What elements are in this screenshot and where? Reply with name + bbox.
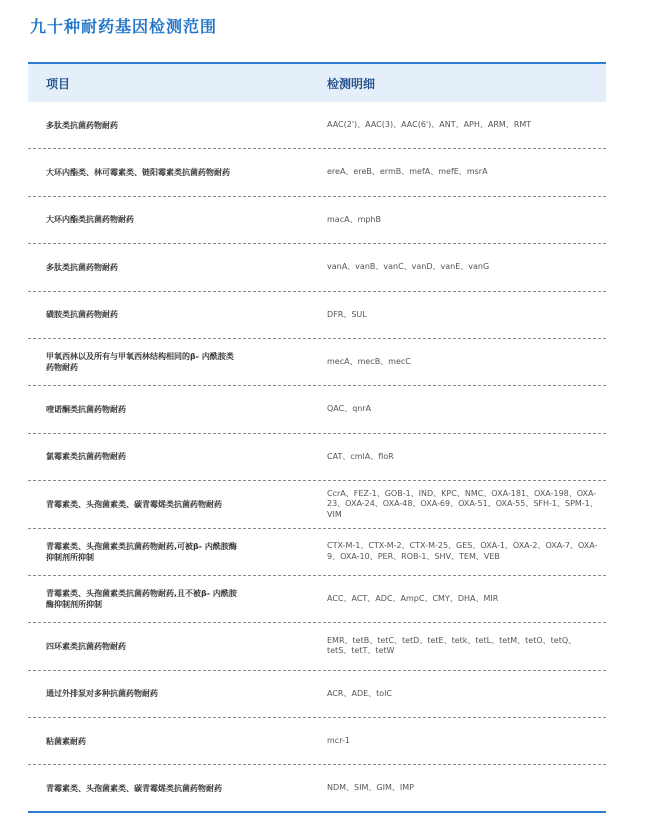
table-row (28, 623, 606, 670)
row-detail: ACC、ACT、ADC、AmpC、CMY、DHA、MIR (327, 593, 499, 603)
row-detail: ACR、ADE、tolC (327, 688, 393, 698)
row-item: 多肽类抗菌药物耐药 (46, 262, 118, 272)
row-item: 甲氧西林以及所有与甲氧西林结构相同的β- 内酰胺类药物耐药 (46, 352, 234, 373)
row-item: 多肽类抗菌药物耐药 (46, 120, 118, 130)
gene-detection-table (28, 62, 606, 813)
row-detail: EMR、tetB、tetC、tetD、tetE、tetk、tetL、tetM、tetO、tetQ、tetS、tetT、tetW (327, 635, 577, 656)
row-item: 氯霉素类抗菌药物耐药 (46, 452, 126, 462)
row-item: 青霉素类、头孢菌素类、碳青霉烯类抗菌药物耐药 (46, 783, 222, 793)
row-detail: mcr-1 (327, 736, 350, 746)
page-title: 九十种耐药基因检测范围 (30, 17, 218, 36)
row-detail: ereA、ereB、ermB、mefA、mefE、msrA (327, 167, 488, 177)
row-item: 四环素类抗菌药物耐药 (46, 641, 126, 651)
table-row (28, 576, 606, 623)
row-item: 大环内酯类、林可霉素类、链阳霉素类抗菌药物耐药 (46, 168, 230, 178)
table-row (28, 244, 606, 291)
row-item: 青霉素类、头孢菌素类、碳青霉烯类抗菌药物耐药 (46, 499, 222, 509)
table-row (28, 434, 606, 481)
table-row (28, 386, 606, 433)
table-row (28, 671, 606, 718)
row-detail: NDM、SIM、GIM、IMP (327, 782, 414, 792)
row-item: 青霉素类、头孢菌素类抗菌药物耐药,且不被β- 内酰胺酶抑制剂所抑制 (46, 589, 237, 610)
table-row (28, 529, 606, 576)
table-row (28, 197, 606, 244)
row-detail: vanA、vanB、vanC、vanD、vanE、vanG (327, 262, 490, 272)
row-detail: mecA、mecB、mecC (327, 356, 411, 366)
header-detail: 检测明细 (327, 76, 376, 91)
table-row (28, 481, 606, 528)
table-row (28, 339, 606, 386)
row-item: 青霉素类、头孢菌素类抗菌药物耐药,可被β- 内酰胺酶抑制剂所抑制 (46, 541, 237, 562)
row-item: 粘菌素耐药 (46, 736, 86, 746)
table-row (28, 718, 606, 765)
row-detail: CAT、cmlA、floR (327, 451, 394, 461)
row-item: 喹诺酮类抗菌药物耐药 (46, 405, 126, 415)
row-detail: macA、mphB (327, 214, 381, 224)
row-detail: CcrA、FEZ-1、GOB-1、IND、KPC、NMC、OXA-181、OXA-198、OXA-23、OXA-24、OXA-48、OXA-69、OXA-51、OXA-55、SFH-1、SPM-1、VIM (327, 488, 598, 519)
table-row (28, 292, 606, 339)
row-detail: CTX-M-1、CTX-M-2、CTX-M-25、GES、OXA-1、OXA-2、OXA-7、OXA-9、OXA-10、PER、ROB-1、SHV、TEM、VEB (327, 541, 598, 561)
table-row (28, 765, 606, 812)
row-detail: DFR、SUL (327, 309, 367, 319)
row-item: 磺胺类抗菌药物耐药 (46, 310, 118, 320)
table-header (28, 62, 606, 102)
table-row (28, 149, 606, 196)
row-detail: QAC、qnrA (327, 404, 372, 414)
row-item: 通过外排泵对多种抗菌药物耐药 (46, 689, 158, 699)
row-item: 大环内酯类抗菌药物耐药 (46, 215, 134, 225)
table-row (28, 102, 606, 149)
row-detail: AAC(2')、AAC(3)、AAC(6')、ANT、APH、ARM、RMT (327, 119, 532, 129)
header-item: 项目 (46, 76, 71, 91)
